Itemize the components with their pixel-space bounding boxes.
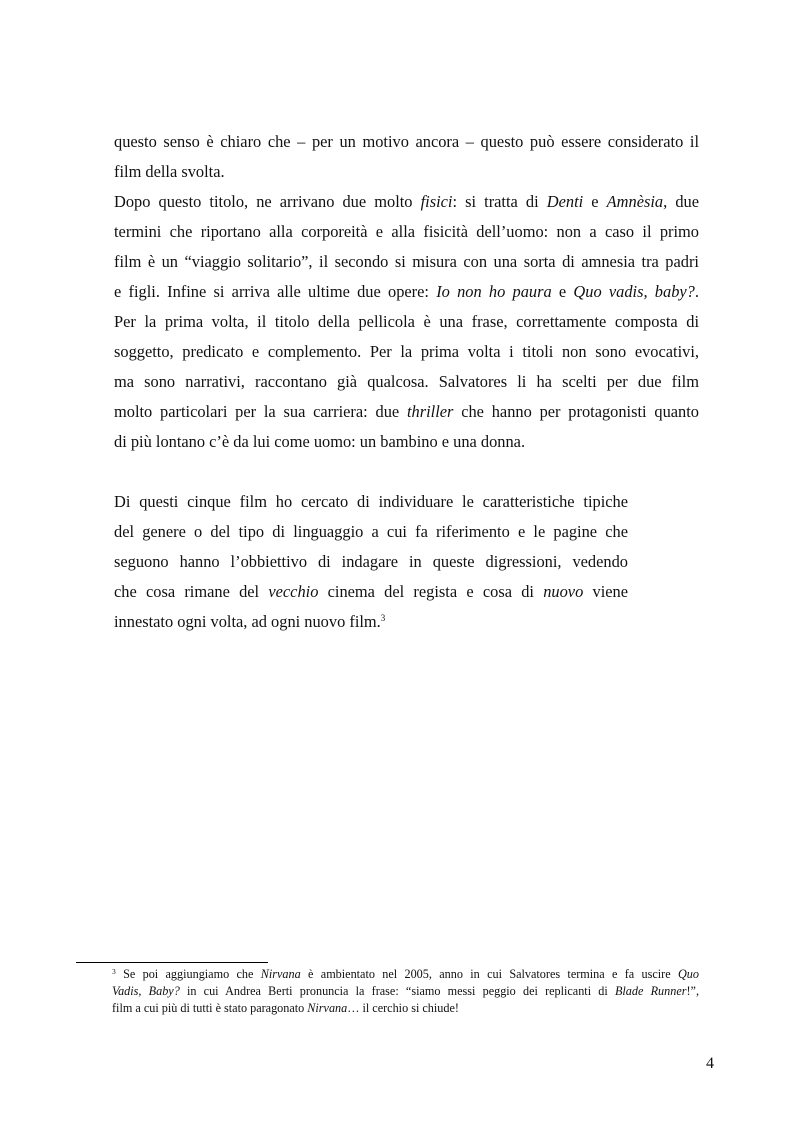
text-line: ma sono narrativi, raccontano già qualcosa. Salvatores li ha scelti per due film	[114, 372, 699, 391]
text-line: innestato ogni volta, ad ogni nuovo film.$^3$	[114, 612, 386, 631]
text-line: Dopo questo titolo, ne arrivano due molto fisici: si tratta di Denti e Amnèsia, due	[114, 192, 699, 211]
footnote-line: film a cui più di tutti è stato paragonato Nirvana… il cerchio si chiude!	[112, 1001, 459, 1015]
text-line: di più lontano c’è da lui come uomo: un bambino e una donna.	[114, 432, 526, 451]
text-line: film è un “viaggio solitario”, il secondo si misura con una sorta di amnesia tra padri	[114, 252, 699, 271]
text-line: del genere o del tipo di linguaggio a cui fa riferimento e le pagine che	[114, 522, 628, 541]
footnote-marker: 3	[112, 967, 116, 976]
text-line: seguono hanno l’obbiettivo di indagare in queste digressioni, vedendo	[114, 552, 628, 571]
footnote-separator	[76, 962, 268, 963]
paragraph-2	[114, 487, 628, 637]
footnote-line: $^3$ Se poi aggiungiamo che Nirvana è ambientato nel 2005, anno in cui Salvatores termina e fa uscire Quo	[112, 967, 699, 981]
text-line: soggetto, predicato e complemento. Per la prima volta i titoli non sono evocativi,	[114, 342, 699, 361]
text-line: che cosa rimane del vecchio cinema del regista e cosa di nuovo viene	[114, 582, 629, 601]
paragraph-1	[114, 127, 699, 457]
text-line: Per la prima volta, il titolo della pellicola è una frase, correttamente composta di	[114, 312, 699, 331]
text-line: termini che riportano alla corporeità e alla fisicità dell’uomo: non a caso il primo	[114, 222, 699, 241]
footnote-reference[interactable]: 3	[380, 613, 386, 623]
footnote	[112, 966, 699, 1017]
text-line: molto particolari per la sua carriera: due thriller che hanno per protagonisti quanto	[114, 402, 699, 421]
footnote-line: Vadis, Baby? in cui Andrea Berti pronuncia la frase: “siamo messi peggio dei replicanti di Blade Runner!”,	[112, 984, 699, 998]
page-number: 4	[706, 1055, 714, 1072]
text-line: film della svolta.	[114, 162, 225, 181]
text-line: questo senso è chiaro che – per un motivo ancora – questo può essere considerato il	[114, 132, 699, 151]
text-line: e figli. Infine si arriva alle ultime due opere: Io non ho paura e Quo vadis, baby?.	[114, 282, 699, 301]
text-line: Di questi cinque film ho cercato di individuare le caratteristiche tipiche	[114, 492, 628, 511]
